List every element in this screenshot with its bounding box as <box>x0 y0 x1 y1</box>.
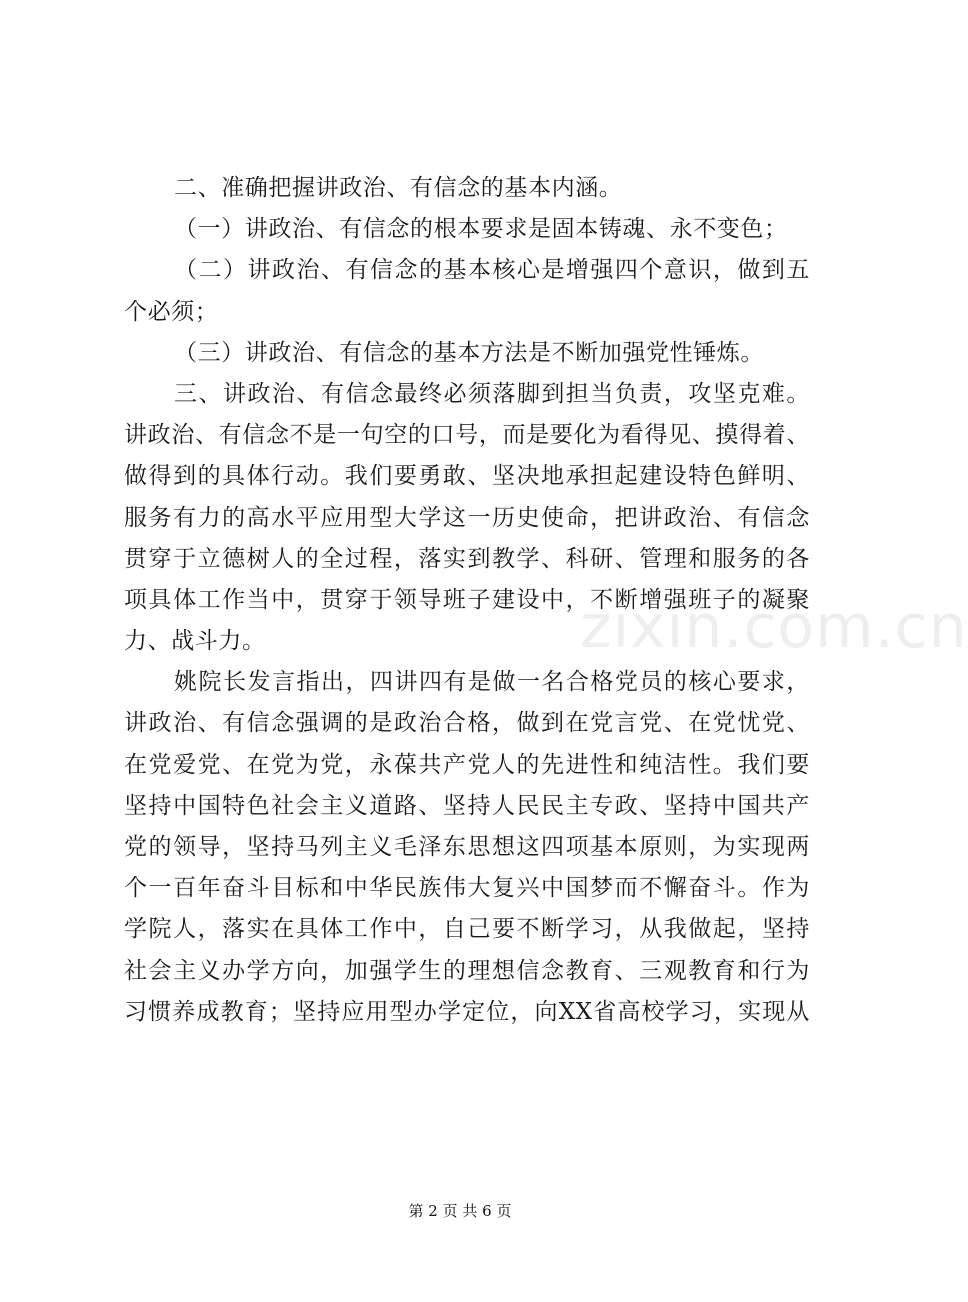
text-line: 个必须； <box>124 298 219 325</box>
text-line: 讲政治、有信念不是一句空的口号，而是要化为看得见、摸得着、 <box>124 422 810 449</box>
text-line: 在党爱党、在党为党，永葆共产党人的先进性和纯洁性。我们要 <box>124 751 810 778</box>
text-line: 个一百年奋斗目标和中华民族伟大复兴中国梦而不懈奋斗。作为 <box>124 875 810 902</box>
text-line: 社会主义办学方向，加强学生的理想信念教育、三观教育和行为 <box>124 957 810 984</box>
text-line: （二）讲政治、有信念的基本核心是增强四个意识，做到五 <box>174 257 810 284</box>
text-line: 党的领导，坚持马列主义毛泽东思想这四项基本原则，为实现两 <box>124 834 810 860</box>
text-line: 二、准确把握讲政治、有信念的基本内涵。 <box>174 175 623 201</box>
document-body <box>124 168 810 1033</box>
text-line: 姚院长发言指出，四讲四有是做一名合格党员的核心要求， <box>174 669 810 696</box>
text-line: 服务有力的高水平应用型大学这一历史使命，把讲政治、有信念 <box>124 504 810 531</box>
text-line: 讲政治、有信念强调的是政治合格，做到在党言党、在党忧党、 <box>124 710 810 737</box>
text-line: 项具体工作当中，贯穿于领导班子建设中，不断增强班子的凝聚 <box>124 586 810 613</box>
text-line: 三、讲政治、有信念最终必须落脚到担当负责，攻坚克难。 <box>174 380 810 407</box>
text-line: 力、战斗力。 <box>124 628 266 655</box>
text-line: 习惯养成教育；坚持应用型办学定位，向XX省高校学习，实现从 <box>124 998 810 1025</box>
text-line: 贯穿于立德树人的全过程，落实到教学、科研、管理和服务的各 <box>124 545 810 572</box>
text-line: 学院人，落实在具体工作中，自己要不断学习，从我做起，坚持 <box>124 916 810 943</box>
text-line: 做得到的具体行动。我们要勇敢、坚决地承担起建设特色鲜明、 <box>124 463 810 490</box>
text-line: （三）讲政治、有信念的基本方法是不断加强党性锤炼。 <box>174 339 764 366</box>
watermark: zixin.com.cn <box>580 592 968 662</box>
text-line: 坚持中国特色社会主义道路、坚持人民民主专政、坚持中国共产 <box>124 792 810 819</box>
text-line: （一）讲政治、有信念的根本要求是固本铸魂、永不变色； <box>174 216 788 243</box>
page-number-footer: 第 2 页 共 6 页 <box>408 1202 512 1220</box>
